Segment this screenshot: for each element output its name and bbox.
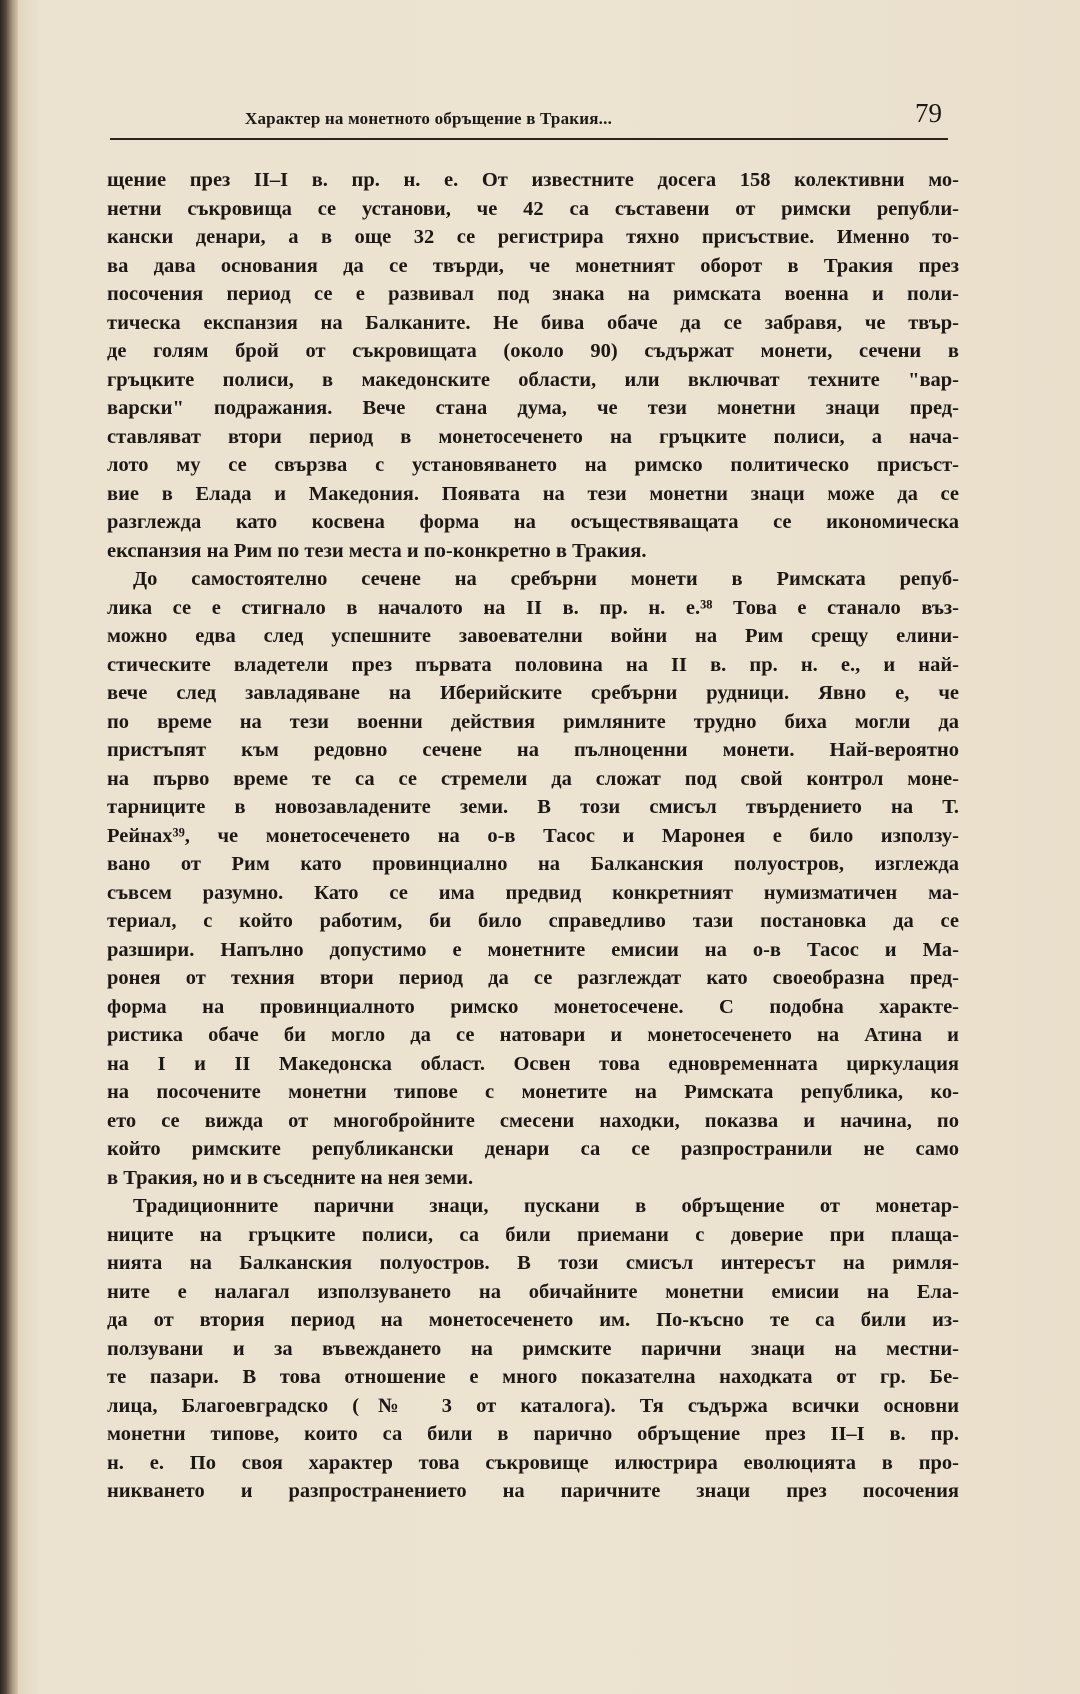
- text-line: форма на провинциалното римско монетосечене. С подобна характе-: [107, 995, 959, 1018]
- text-line: пристъпят към редовно сечене на пълноценни монети. Най-вероятно: [107, 739, 959, 761]
- text-line: н. е. По своя характер това съкровище илюстрира еволюцията в про-: [107, 1451, 959, 1474]
- text-line: можно едва след успешните завоевателни войни на Рим срещу елини-: [107, 625, 959, 647]
- text-line: де голям брой от съкровищата (около 90) съдържат монети, сечени в: [107, 340, 959, 362]
- text-line: посочения период се е развивал под знака на римската военна и поли-: [107, 283, 959, 305]
- text-line: на I и II Македонска област. Освен това едновременната циркулация: [107, 1052, 959, 1075]
- running-header-title: Характер на монетното обръщение в Тракия...: [245, 109, 613, 128]
- text-line: съвсем разумно. Като се има предвид конкретният нумизматичен ма-: [107, 881, 959, 904]
- text-line: да от втория период на монетосеченето им. По-късно те са били из-: [107, 1309, 959, 1331]
- text-line-paragraph-end: експанзия на Рим по тези места и по-конкретно в Тракия.: [107, 539, 647, 562]
- text-line: разшири. Напълно допустимо е монетните емисии на о-в Тасос и Ма-: [107, 938, 959, 961]
- text-line: ползувани и за въвеждането на римските парични знаци на местни-: [107, 1337, 959, 1360]
- running-header: [110, 96, 948, 140]
- text-line: нията на Балканския полуостров. В този смисъл интересът на римля-: [107, 1252, 959, 1274]
- text-line: кански денари, а в още 32 се регистрира тяхно присъствие. Именно то-: [107, 226, 959, 248]
- text-line: ва дава основания да се твърди, че монетният оборот в Тракия през: [107, 254, 959, 277]
- text-line: ниците на гръцките полиси, са били приемани с доверие при плаща-: [107, 1223, 959, 1246]
- text-line: вано от Рим като провинциално на Балканския полуостров, изглежда: [107, 853, 959, 875]
- text-line: вече след завладяване на Иберийските сребърни рудници. Явно е, че: [107, 682, 959, 704]
- text-line: Рейнах³⁹, че монетосеченето на о-в Тасос и Маронея е било използу-: [107, 824, 959, 847]
- text-line: те пазари. В това отношение е много показателна находката от гр. Бе-: [107, 1366, 959, 1388]
- text-line: ето се вижда от многобройните смесени находки, показва и начина, по: [107, 1109, 959, 1132]
- text-line: варски" подражания. Вече стана дума, че тези монетни знаци пред-: [107, 397, 959, 419]
- text-line-paragraph-start: Традиционните парични знаци, пускани в обръщение от монетар-: [133, 1195, 959, 1217]
- text-line: ставляват втори период в монетосеченето на гръцките полиси, а нача-: [107, 425, 959, 448]
- text-line: по време на тези военни действия римляните трудно биха могли да: [107, 710, 959, 733]
- text-line: вие в Елада и Македония. Появата на тези монетни знаци може да се: [107, 482, 959, 505]
- text-line: лото му се свързва с установяването на римско политическо присъст-: [107, 454, 959, 476]
- text-line: монетни типове, които са били в парично обръщение през II–I в. пр.: [107, 1423, 959, 1445]
- text-line: на първо време те са се стремели да сложат под свой контрол моне-: [107, 767, 959, 790]
- text-line-paragraph-end: в Тракия, но и в съседните на нея земи.: [107, 1166, 474, 1189]
- text-line: на посочените монетни типове с монетите на Римската република, ко-: [107, 1081, 959, 1103]
- text-line: който римските републикански денари са се разпространили не само: [107, 1138, 959, 1160]
- page-number: 79: [915, 98, 942, 128]
- text-line: ристика обаче би могло да се натовари и монетосеченето на Атина и: [107, 1024, 959, 1046]
- text-line: тарниците в новозавладените земи. В този смисъл твърдението на Т.: [107, 796, 959, 818]
- text-line: тическа експанзия на Балканите. Не бива обаче да се забравя, че твър-: [107, 311, 959, 334]
- book-binding-edge: [0, 0, 18, 1694]
- text-line: ронея от техния втори период да се разглеждат като своеобразна пред-: [107, 967, 959, 989]
- text-line: гръцките полиси, в македонските области, или включват техните "вар-: [107, 368, 959, 391]
- text-line: нетни съкровища се установи, че 42 са съставени от римски републи-: [107, 197, 959, 220]
- text-line: разглежда като косвена форма на осъществяващата се икономическа: [107, 511, 959, 533]
- text-line: лица, Благоевградско (№ 3 от каталога). Тя съдържа всички основни: [107, 1394, 959, 1417]
- text-line: ните е налагал използуването на обичайните монетни емисии на Ела-: [107, 1280, 959, 1303]
- text-line: щение през II–I в. пр. н. е. От известните досега 158 колективни мо-: [107, 169, 959, 191]
- text-line: никването и разпространението на паричните знаци през посочения: [107, 1480, 959, 1502]
- text-line: териал, с който работим, би било справедливо тази постановка да се: [107, 910, 959, 932]
- text-line-paragraph-start: До самостоятелно сечене на сребърни монети в Римската репуб-: [133, 568, 959, 590]
- body-text: [107, 166, 959, 1506]
- text-line: лика се е стигнало в началото на II в. пр. н. е.³⁸ Това е станало въз-: [107, 596, 959, 619]
- text-line: стическите владетели през първата половина на II в. пр. н. е., и най-: [107, 653, 959, 676]
